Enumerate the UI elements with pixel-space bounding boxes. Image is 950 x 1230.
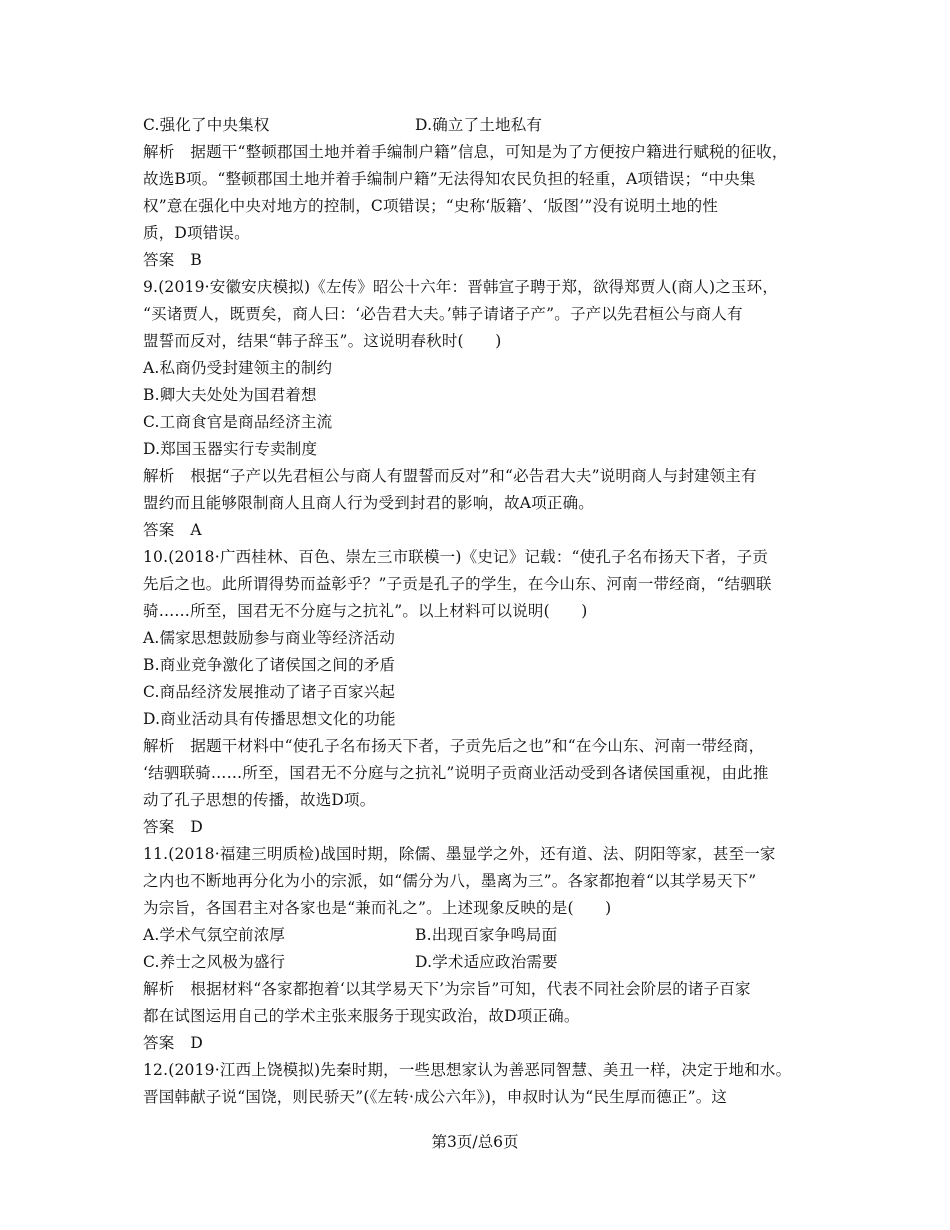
text-line: [143, 760, 823, 787]
analysis-label: 解析: [143, 737, 175, 755]
line-text: D: [190, 818, 204, 836]
labeled-line: [143, 814, 823, 841]
analysis-label: 解析: [143, 143, 175, 161]
text-line: [143, 1057, 823, 1084]
labeled-line: [143, 247, 823, 274]
option-row: [143, 112, 823, 139]
line-text: 12.(2019·江西上饶模拟)先秦时期，一些思想家认为善恶同智慧、美丑一样，决定于地和水。: [143, 1061, 792, 1079]
text-line: [143, 544, 823, 571]
line-text: 据题干“整顿郡国土地并着手编制户籍”信息，可知是为了方便按户籍进行赋税的征收，: [190, 143, 788, 161]
line-text: C.商品经济发展推动了诸子百家兴起: [143, 683, 396, 701]
option-row: [143, 949, 823, 976]
option-text: C.强化了中央集权: [143, 116, 270, 134]
text-line: [143, 571, 823, 598]
text-line: [143, 895, 823, 922]
text-line: [143, 1003, 823, 1030]
text-line: [143, 166, 823, 193]
line-text: ‘结驷联骑……所至，国君无不分庭与之抗礼”说明子贡商业活动受到各诸侯国重视，由此推: [143, 764, 769, 782]
line-text: 先后之也。此所谓得势而益彰乎？”子贡是孔子的学生，在今山东、河南一带经商，“结驷联: [143, 575, 772, 593]
line-text: A.儒家思想鼓励参与商业等经济活动: [143, 629, 396, 647]
labeled-line: [143, 139, 823, 166]
option-text: D.确立了土地私有: [415, 116, 543, 134]
line-text: D: [190, 1034, 204, 1052]
line-text: “买诸贾人，既贾矣，商人曰：‘必告君大夫。’韩子请诸子产”。子产以先君桓公与商人有: [143, 305, 743, 323]
line-text: B.卿大夫处处为国君着想: [143, 386, 317, 404]
analysis-label: 解析: [143, 467, 175, 485]
line-text: 都在试图运用自己的学术主张来服务于现实政治，故D项正确。: [143, 1007, 580, 1025]
line-text: C.工商食官是商品经济主流: [143, 413, 333, 431]
line-text: A.私商仍受封建领主的制约: [143, 359, 333, 377]
line-text: 之内也不断地再分化为小的宗派，如“儒分为八，墨离为三”。各家都抱着“以其学易天下”: [143, 872, 757, 890]
answer-label: 答案: [143, 251, 175, 269]
text-line: [143, 328, 823, 355]
option-row: [143, 922, 823, 949]
text-line: [143, 301, 823, 328]
text-line: [143, 652, 823, 679]
line-text: A: [190, 521, 202, 539]
line-text: 质，D项错误。: [143, 224, 250, 242]
option-text: A.学术气氛空前浓厚: [143, 926, 286, 944]
labeled-line: [143, 733, 823, 760]
line-text: 晋国韩献子说“国饶，则民骄天”(《左转·成公六年》)，申叔时认为“民生厚而德正”。这: [143, 1088, 728, 1106]
labeled-line: [143, 1030, 823, 1057]
line-text: 盟约而且能够限制商人且商人行为受到封君的影响，故A项正确。: [143, 494, 594, 512]
text-line: [143, 787, 823, 814]
text-line: [143, 193, 823, 220]
option-text: C.养士之风极为盛行: [143, 953, 286, 971]
labeled-line: [143, 517, 823, 544]
analysis-label: 解析: [143, 980, 175, 998]
line-text: D.商业活动具有传播思想文化的功能: [143, 710, 396, 728]
line-text: 根据材料“各家都抱着‘以其学易天下’为宗旨”可知，代表不同社会阶层的诸子百家: [190, 980, 751, 998]
line-text: 为宗旨，各国君主对各家也是“兼而礼之”。上述现象反映的是( ): [143, 899, 612, 917]
line-text: 10.(2018·广西桂林、百色、崇左三市联模一)《史记》记载：“使孔子名布扬天下者，子贡: [143, 548, 769, 566]
option-text: B.出现百家争鸣局面: [415, 926, 558, 944]
text-line: [143, 490, 823, 517]
line-text: 故选B项。“整顿郡国土地并着手编制户籍”无法得知农民负担的轻重，A项错误；“中央集: [143, 170, 756, 188]
text-line: [143, 436, 823, 463]
line-text: 动了孔子思想的传播，故选D项。: [143, 791, 376, 809]
text-line: [143, 625, 823, 652]
option-text: D.学术适应政治需要: [415, 953, 558, 971]
line-text: D.郑国玉器实行专卖制度: [143, 440, 318, 458]
answer-label: 答案: [143, 521, 175, 539]
line-text: 骑……所至，国君无不分庭与之抗礼”。以上材料可以说明( ): [143, 602, 588, 620]
text-line: [143, 706, 823, 733]
text-line: [143, 598, 823, 625]
line-text: 9.(2019·安徽安庆模拟)《左传》昭公十六年：晋韩宣子聘于郑，欲得郑贾人(商人)之玉环，: [143, 278, 779, 296]
text-line: [143, 355, 823, 382]
line-text: 权”意在强化中央对地方的控制，C项错误；“史称‘版籍’、‘版图’”没有说明土地的性: [143, 197, 719, 215]
answer-label: 答案: [143, 1034, 175, 1052]
text-line: [143, 382, 823, 409]
line-text: 据题干材料中“使孔子名布扬天下者，子贡先后之也”和“在今山东、河南一带经商，: [190, 737, 765, 755]
text-line: [143, 679, 823, 706]
text-line: [143, 409, 823, 436]
answer-label: 答案: [143, 818, 175, 836]
labeled-line: [143, 463, 823, 490]
line-text: 盟誓而反对，结果“韩子辞玉”。这说明春秋时( ): [143, 332, 502, 350]
page-footer: 第3页/总6页: [431, 1133, 519, 1151]
text-line: [143, 1084, 823, 1111]
line-text: B.商业竞争激化了诸侯国之间的矛盾: [143, 656, 396, 674]
line-text: 11.(2018·福建三明质检)战国时期，除儒、墨显学之外，还有道、法、阴阳等家，甚至一家: [143, 845, 776, 863]
text-line: [143, 220, 823, 247]
labeled-line: [143, 976, 823, 1003]
line-text: 根据“子产以先君桓公与商人有盟誓而反对”和“必告君大夫”说明商人与封建领主有: [190, 467, 757, 485]
text-line: [143, 841, 823, 868]
text-line: [143, 868, 823, 895]
line-text: B: [190, 251, 202, 269]
text-line: [143, 274, 823, 301]
page-body: [143, 112, 823, 1111]
